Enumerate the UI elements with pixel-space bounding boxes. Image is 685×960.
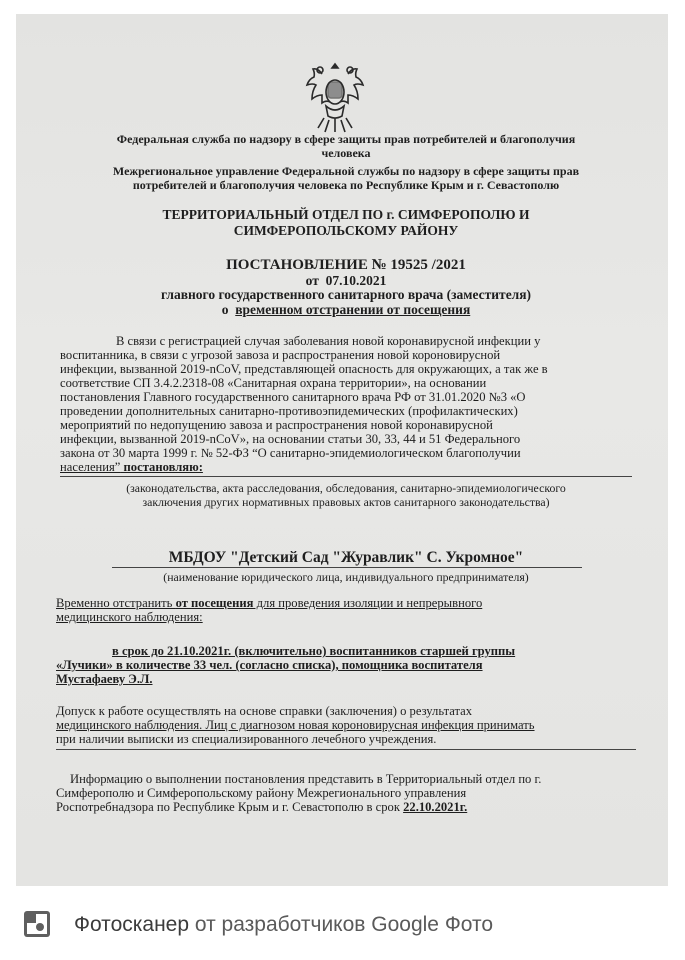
photoscan-icon — [23, 910, 51, 938]
resolution-date: от 07.10.2021 — [305, 273, 387, 288]
entity-name: МБДОУ "Детский Сад "Журавлик" С. Укромное" — [168, 549, 524, 566]
entity-note: (наименование юридического лица, индивидуального предпринимателя) — [163, 570, 529, 584]
agency-name: Федеральная служба по надзору в сфере защиты прав потребителей и благополучия человека — [116, 132, 576, 160]
divider — [112, 567, 582, 568]
double-headed-eagle-emblem-icon — [302, 58, 368, 140]
issuer: главного государственного санитарного врача (заместителя) — [160, 287, 532, 302]
resolution-title: ПОСТАНОВЛЕНИЕ № 19525 /2021 — [226, 257, 466, 273]
report-instructions: Информацию о выполнении постановления представить в Территориальный отдел по г. Симферополю и Симферопольскому району Межрегионального управления Роспотребнадзора по Республике Крым и г. Севастополю в срок 22.10.2021г. — [56, 772, 542, 814]
department-name: ТЕРРИТОРИАЛЬНЫЙ ОТДЕЛ ПО г. СИМФЕРОПОЛЮ И СИМФЕРОПОЛЬСКОМУ РАЙОНУ — [162, 207, 530, 238]
photoscan-caption: Фотосканер от разработчиков Google Фото — [74, 913, 494, 936]
resolution-body: В связи с регистрацией случая заболевания новой коронавирусной инфекции у воспитанника, в связи с угрозой завоза и распространения новой короновирусной инфекции, вызванной 2019-nCoV, представляющей опасность для окружающих, а так же в соответствие СП 3.4.2.2318-08 «Санитарная охрана территории», на основании постановления Главного государственного санитарного врача РФ от 31.01.2020 №3 «О проведении дополнительных санитарно-противоэпидемических (профилактических) мероприятий по недопущению завоза и распространения новой коронавирусной инфекции, вызванной 2019-nCoV», на основании статьи 30, 33, 44 и 51 Федерального закона от 30 марта 1999 г. № 52-ФЗ “О санитарно-эпидемиологическом благополучии населения” постановляю: — [60, 334, 548, 474]
divider — [56, 749, 636, 750]
regional-agency-name: Межрегиональное управление Федеральной службы по надзору в сфере защиты прав потребителей и благополучия человека по Республике Крым и г. Севастополю — [112, 164, 580, 192]
admission-conditions: Допуск к работе осуществлять на основе справки (заключения) о результатах медицинского наблюдения. Лиц с диагнозом новая короновирусная инфекция принимать при наличии выписки из специализированного лечебного учреждения. — [56, 704, 535, 746]
suspension-order: Временно отстранить от посещения для проведения изоляции и непрерывного медицинского наблюдения: — [56, 596, 483, 624]
scanned-document — [16, 14, 668, 886]
basis-note: (законодательства, акта расследования, обследования, санитарно-эпидемиологического заключения других нормативных правовых актов санитарного законодательства) — [126, 481, 566, 509]
resolution-subject: о временном отстранении от посещения — [221, 302, 471, 317]
divider — [60, 476, 632, 477]
suspension-term: в срок до 21.10.2021г. (включительно) воспитанников старшей группы «Лучики» в количестве 33 чел. (согласно списка), помощника воспитателя Мустафаеву Э.Л. — [56, 644, 516, 686]
